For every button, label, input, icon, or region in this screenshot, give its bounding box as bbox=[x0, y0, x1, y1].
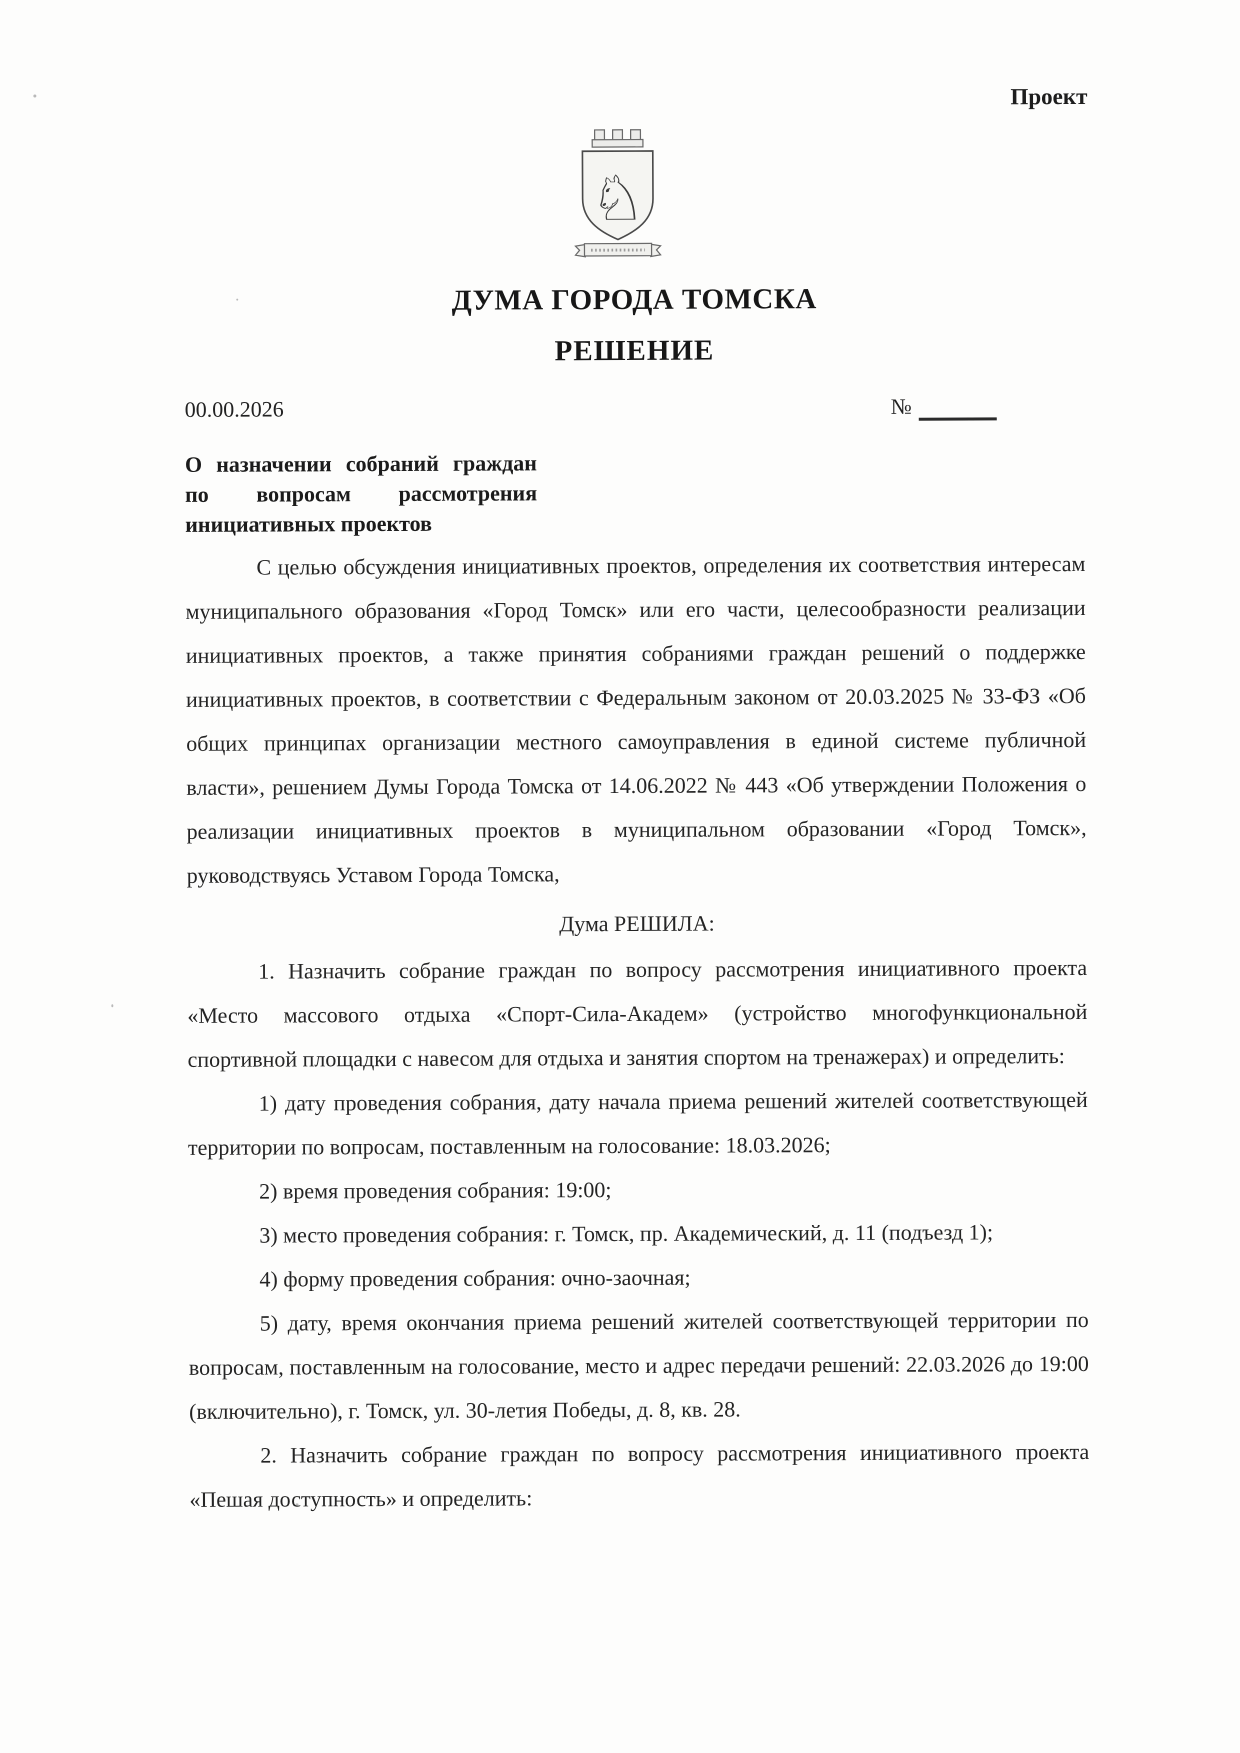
horse-icon: ♘ bbox=[589, 161, 646, 235]
document-body bbox=[183, 0, 1090, 1522]
number-label: № bbox=[890, 393, 912, 419]
subject-line: инициативных проектов bbox=[185, 510, 433, 537]
paragraph-1-item-2: 2) время проведения собрания: 19:00; bbox=[259, 1177, 612, 1204]
date-number-row bbox=[185, 392, 1085, 424]
subject-line: О назначении собраний граждан bbox=[184, 450, 538, 477]
organization-name: ДУМА ГОРОДА ТОМСКА bbox=[451, 283, 817, 317]
paragraph-1: 1. Назначить собрание граждан по вопросу рассмотрения инициативного проекта «Место массового отдыха «Спорт-Сила-Академ» (устройство многофункциональной спортивной площадки с навесом для отдыха и занятия спортом на тренажерах) и определить: bbox=[187, 954, 1088, 1072]
number-blank-line bbox=[919, 395, 997, 420]
paragraph-2: 2. Назначить собрание граждан по вопросу рассмотрения инициативного проекта «Пешая доступность» и определить: bbox=[189, 1438, 1090, 1512]
document-type: РЕШЕНИЕ bbox=[554, 334, 715, 368]
preamble-paragraph: С целью обсуждения инициативных проектов, определения их соответствия интересам муниципального образования «Город Томск» или его части, целесообразности реализации инициативных проектов, а также принятия собраниями граждан решений о поддержке инициативных проектов, в соответствии с Федеральным законом от 20.03.2025 № 33-ФЗ «Об общих принципах организации местного самоуправления в единой системе публичной власти», решением Думы Города Томска от 14.06.2022 № 443 «Об утверждении Положения о реализации инициативных проектов в муниципальном образовании «Город Томск», руководствуясь Уставом Города Томска, bbox=[185, 550, 1087, 888]
document-subject bbox=[185, 448, 537, 540]
paragraph-1-item-5: 5) дату, время окончания приема решений жителей соответствующей территории по вопросам, поставленным на голосование, место и адрес передачи решений: 22.03.2026 до 19:00 (включительно), г. Томск, ул. 30-летия Победы, д. 8, кв. 28. bbox=[188, 1306, 1089, 1424]
draft-label: Проект bbox=[1010, 83, 1088, 110]
subject-line: по вопросам рассмотрения bbox=[185, 480, 538, 507]
document-number bbox=[891, 392, 997, 420]
document-date: 00.00.2026 bbox=[184, 396, 284, 422]
paragraph-1-item-1: 1) дату проведения собрания, дату начала приема решений жителей соответствующей территории по вопросам, поставленным на голосование: 18.03.2026; bbox=[187, 1086, 1088, 1160]
resolution-heading: Дума РЕШИЛА: bbox=[559, 910, 715, 937]
paragraph-1-item-3: 3) место проведения собрания: г. Томск, пр. Академический, д. 11 (подъезд 1); bbox=[259, 1219, 994, 1248]
scan-artifact bbox=[111, 1004, 113, 1007]
paragraph-1-item-4: 4) форму проведения собрания: очно-заочная; bbox=[259, 1264, 691, 1292]
scan-artifact bbox=[33, 95, 36, 98]
